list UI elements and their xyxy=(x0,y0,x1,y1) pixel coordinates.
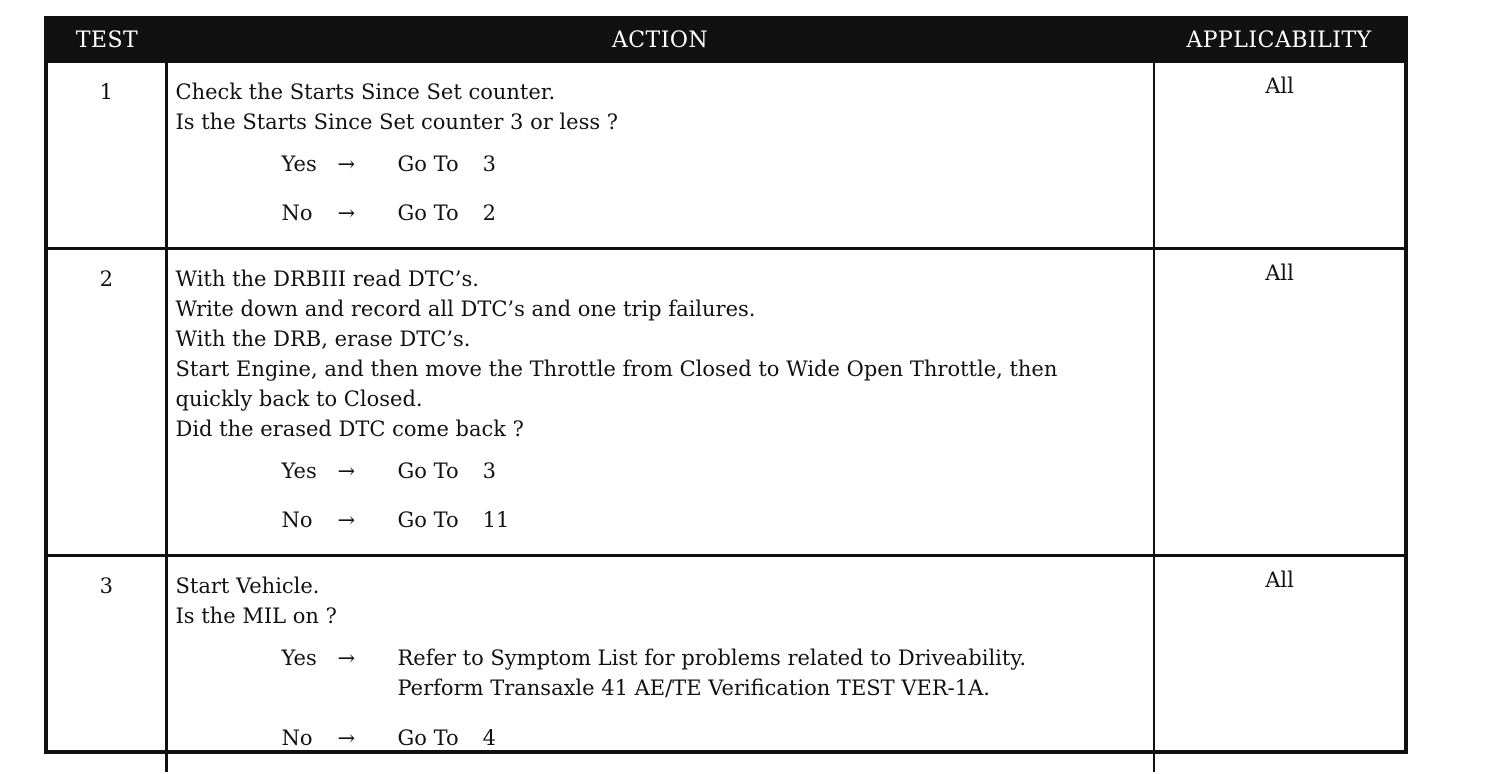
table-row xyxy=(48,249,1404,556)
answer-label: No xyxy=(281,726,313,750)
goto-result xyxy=(398,456,497,486)
answer-label: No xyxy=(281,508,313,532)
header-applicability: APPLICABILITY xyxy=(1154,20,1404,62)
applicability-value: All xyxy=(1154,62,1404,249)
answer-label: Yes xyxy=(281,646,317,670)
action-line: Start Vehicle. xyxy=(175,574,320,598)
outcome-no xyxy=(176,198,1154,228)
goto-result xyxy=(398,198,497,228)
action-line: Check the Starts Since Set counter. xyxy=(175,80,556,104)
header-action: ACTION xyxy=(166,20,1154,62)
arrow-icon: → xyxy=(337,646,356,670)
arrow-icon: → xyxy=(337,508,356,532)
outcome-list xyxy=(176,456,1154,535)
goto-value: 2 xyxy=(482,201,496,225)
table-row xyxy=(48,62,1404,249)
table-row xyxy=(48,556,1404,773)
goto-result xyxy=(398,505,510,535)
action-line: Did the erased DTC come back ? xyxy=(175,417,524,441)
test-number: 3 xyxy=(48,556,166,773)
outcome-list xyxy=(176,643,1154,753)
action-line: Is the MIL on ? xyxy=(175,604,337,628)
action-line: Write down and record all DTC’s and one trip failures. xyxy=(175,297,756,321)
action-cell xyxy=(166,556,1154,773)
goto-result xyxy=(398,723,497,753)
goto-value: 4 xyxy=(482,726,496,750)
outcome-no xyxy=(176,505,1154,535)
goto-result xyxy=(398,149,497,179)
outcome-yes xyxy=(176,149,1154,179)
goto-label: Go To xyxy=(397,726,459,750)
action-line: Start Engine, and then move the Throttle from Closed to Wide Open Throttle, then xyxy=(175,357,1058,381)
goto-value: 11 xyxy=(482,508,510,532)
arrow-icon: → xyxy=(337,152,356,176)
applicability-value: All xyxy=(1154,249,1404,556)
goto-value: 3 xyxy=(482,459,496,483)
test-number: 1 xyxy=(48,62,166,249)
action-line: quickly back to Closed. xyxy=(175,387,423,411)
arrow-icon: → xyxy=(337,459,356,483)
goto-value: 3 xyxy=(482,152,496,176)
header-test: TEST xyxy=(48,20,166,62)
goto-label: Go To xyxy=(397,152,459,176)
action-line: With the DRB, erase DTC’s. xyxy=(175,327,471,351)
table-header-row xyxy=(48,20,1404,62)
diagnostic-table xyxy=(44,16,1408,754)
answer-label: Yes xyxy=(281,459,317,483)
result-line: Refer to Symptom List for problems related to Driveability. xyxy=(397,646,1027,670)
answer-label: Yes xyxy=(281,152,317,176)
applicability-value: All xyxy=(1154,556,1404,773)
outcome-yes xyxy=(176,456,1154,486)
refer-result xyxy=(398,643,1027,703)
outcome-no xyxy=(176,723,1154,753)
action-cell xyxy=(166,249,1154,556)
outcome-yes xyxy=(176,643,1154,703)
answer-label: No xyxy=(281,201,313,225)
diagnostic-table-grid xyxy=(48,20,1404,772)
arrow-icon: → xyxy=(337,201,356,225)
arrow-icon: → xyxy=(337,726,356,750)
result-line: Perform Transaxle 41 AE/TE Verification TEST VER-1A. xyxy=(397,676,990,700)
action-line: With the DRBIII read DTC’s. xyxy=(175,267,479,291)
goto-label: Go To xyxy=(397,459,459,483)
goto-label: Go To xyxy=(397,201,459,225)
action-line: Is the Starts Since Set counter 3 or less ? xyxy=(175,110,619,134)
action-cell xyxy=(166,62,1154,249)
goto-label: Go To xyxy=(397,508,459,532)
test-number: 2 xyxy=(48,249,166,556)
outcome-list xyxy=(176,149,1154,228)
